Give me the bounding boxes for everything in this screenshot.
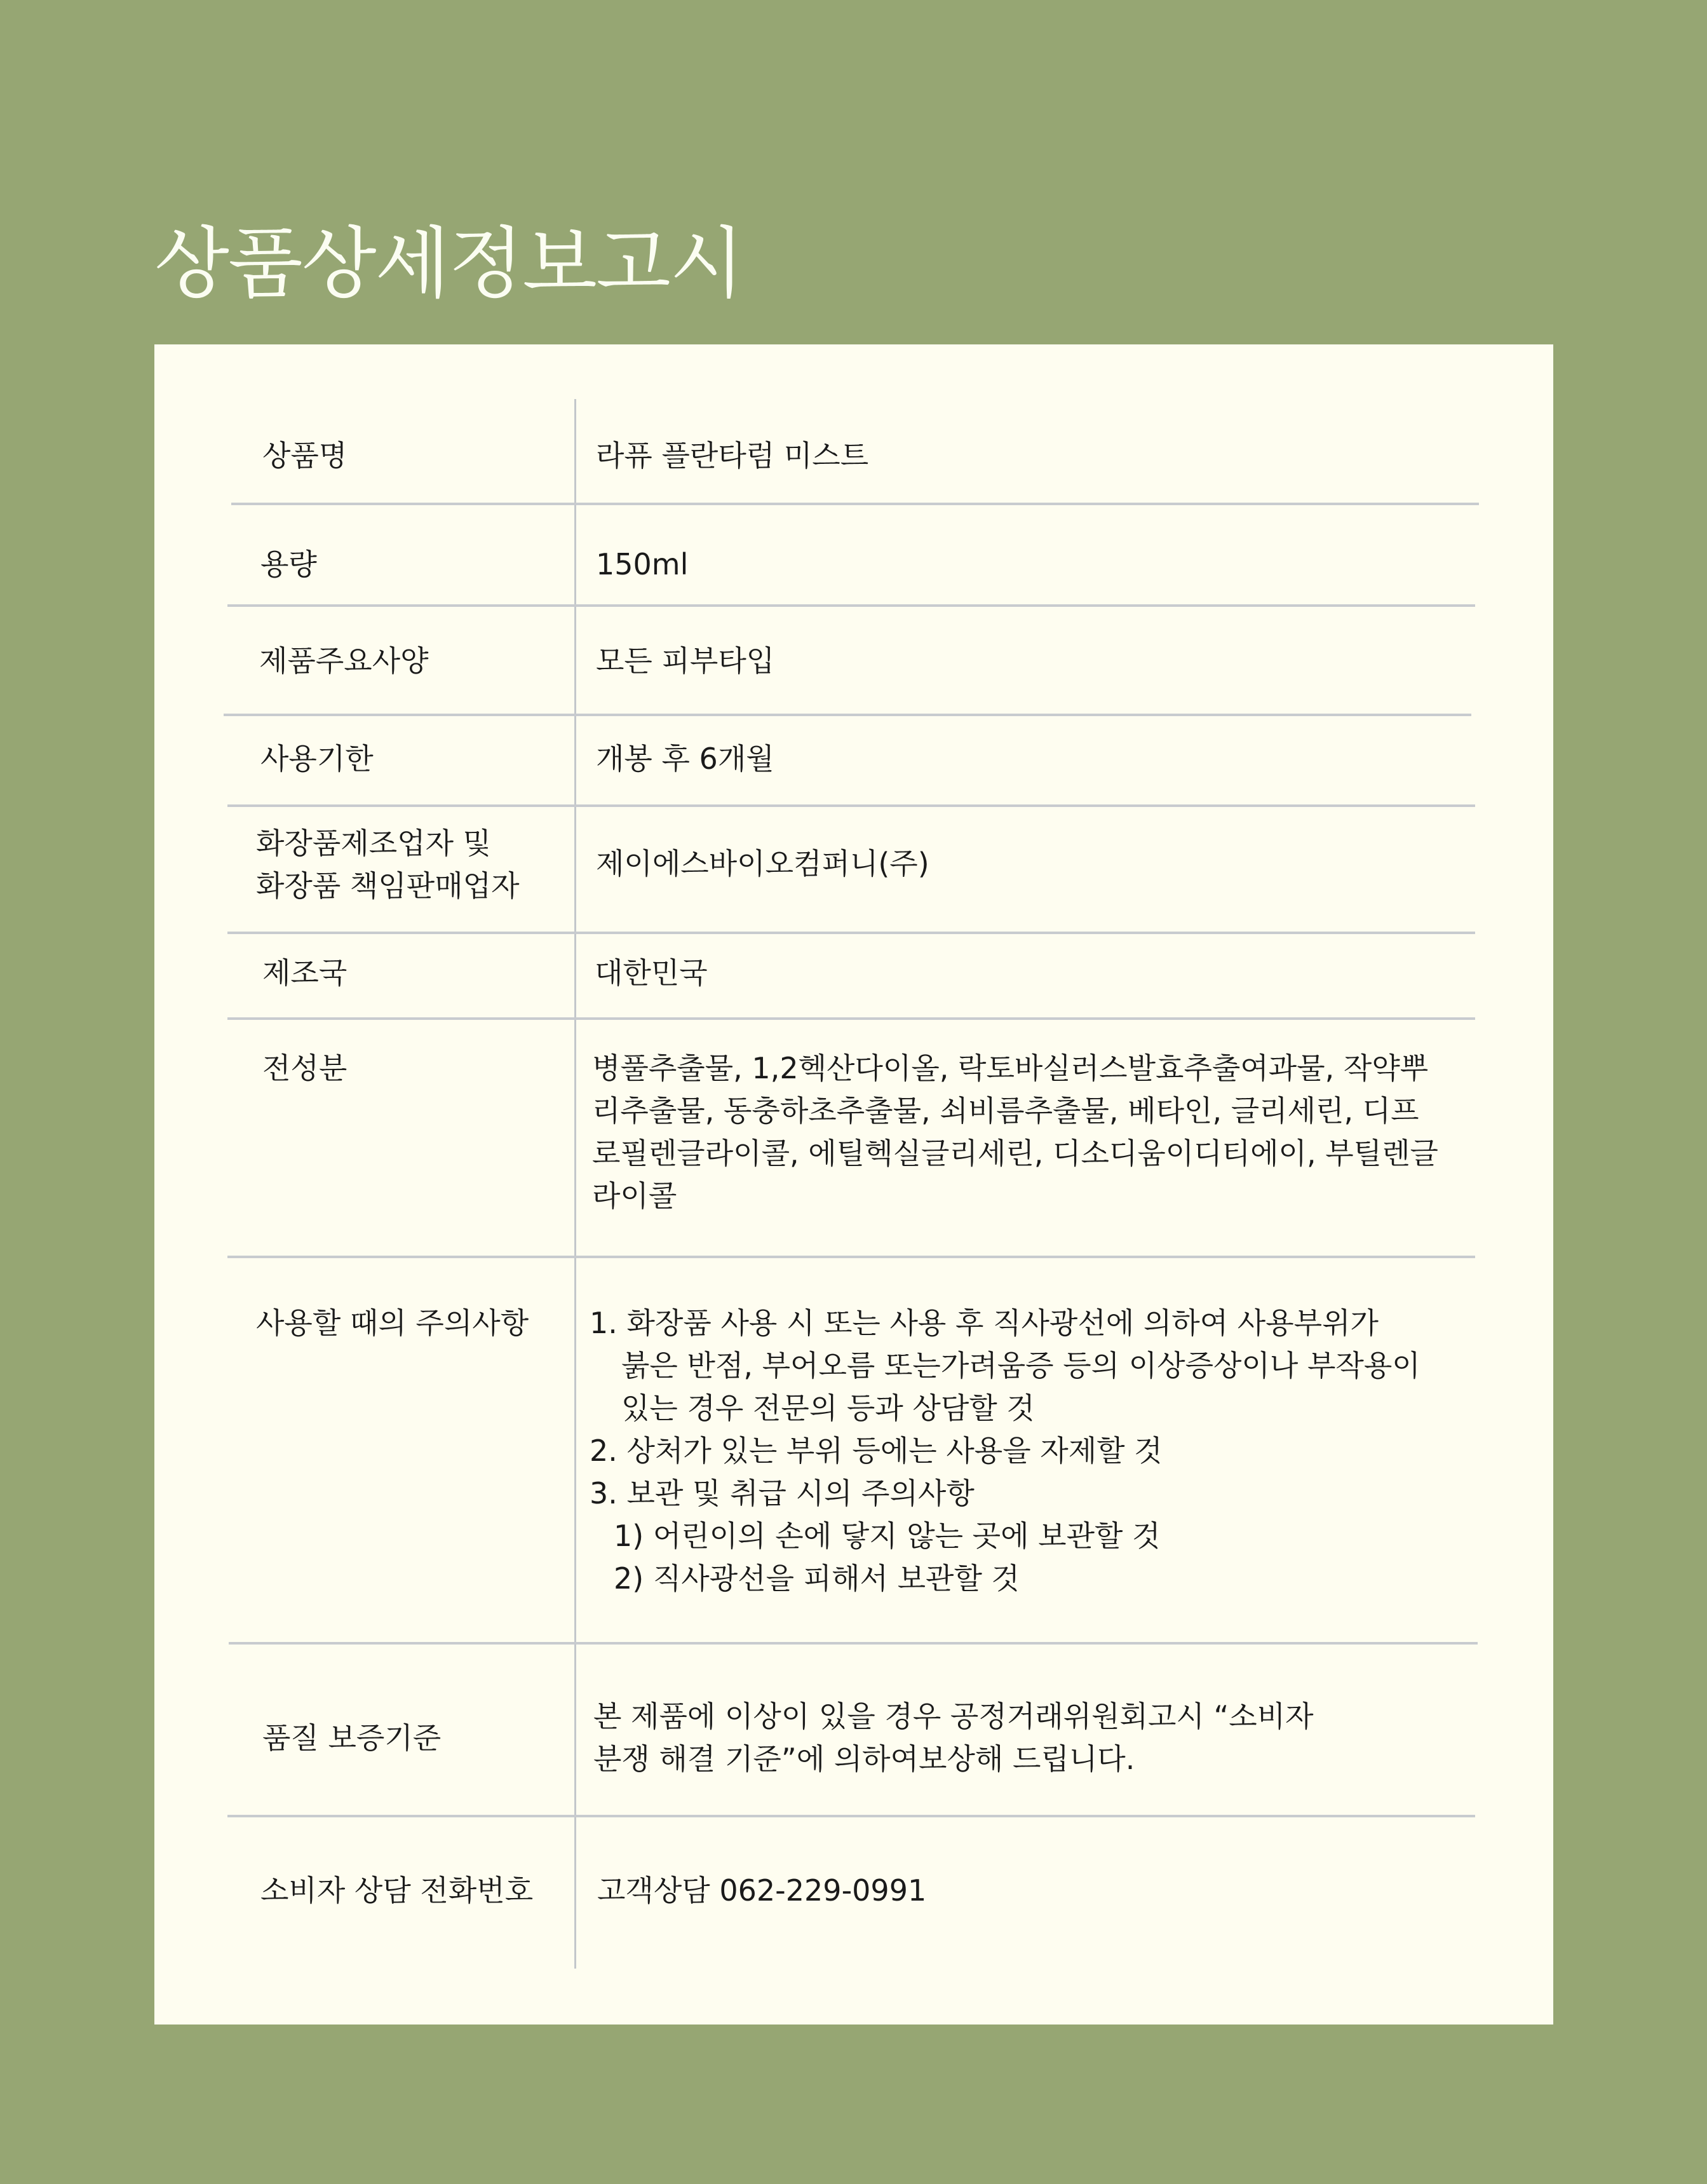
row-divider bbox=[227, 1815, 1475, 1817]
row-divider bbox=[227, 804, 1475, 807]
label-line: 소비자 상담 전화번호 bbox=[260, 1873, 534, 1908]
label-line: 제품주요사양 bbox=[259, 644, 429, 678]
row-value-cautions bbox=[590, 1302, 1420, 1600]
row-label-main-spec bbox=[259, 640, 429, 682]
label-line: 용량 bbox=[260, 547, 317, 581]
row-value-quality-guarantee bbox=[593, 1695, 1314, 1780]
row-divider bbox=[229, 1642, 1478, 1645]
caution-item: 3. 보관 및 취급 시의 주의사항 bbox=[590, 1476, 975, 1510]
caution-item: 1. 화장품 사용 시 또는 사용 후 직사광선에 의하여 사용부위가 bbox=[590, 1306, 1379, 1340]
value-line: 150ml bbox=[596, 547, 689, 581]
value-line: 라퓨 플란타럼 미스트 bbox=[596, 438, 869, 473]
value-line: 본 제품에 이상이 있을 경우 공정거래위원회고시 “소비자 bbox=[593, 1699, 1314, 1733]
caution-item-continued: 붉은 반점, 부어오름 또는가려움증 등의 이상증상이나 부작용이 bbox=[621, 1348, 1420, 1383]
row-value-product-name bbox=[596, 435, 868, 477]
row-value-expiry bbox=[596, 738, 774, 780]
row-divider bbox=[227, 1256, 1475, 1258]
row-divider bbox=[227, 1017, 1475, 1020]
label-line: 전성분 bbox=[262, 1051, 347, 1085]
row-label-ingredients bbox=[262, 1047, 347, 1090]
row-label-cautions bbox=[256, 1302, 529, 1345]
caution-subitem: 1) 어린이의 손에 닿지 않는 곳에 보관할 것 bbox=[614, 1519, 1161, 1553]
value-line: 병풀추출물, 1,2헥산다이올, 락토바실러스발효추출여과물, 작약뿌 bbox=[592, 1051, 1429, 1085]
row-divider bbox=[231, 503, 1479, 505]
row-label-product-name bbox=[262, 435, 347, 477]
row-divider bbox=[227, 604, 1475, 607]
caution-subitem: 2) 직사광선을 피해서 보관할 것 bbox=[614, 1561, 1020, 1596]
caution-item-continued: 있는 경우 전문의 등과 상담할 것 bbox=[621, 1391, 1035, 1425]
value-line: 로필렌글라이콜, 에틸헥실글리세린, 디소디움이디티에이, 부틸렌글 bbox=[592, 1136, 1438, 1170]
row-label-consumer-hotline bbox=[260, 1869, 533, 1912]
row-value-main-spec bbox=[596, 640, 774, 682]
row-value-consumer-hotline bbox=[597, 1869, 926, 1912]
value-line: 개봉 후 6개월 bbox=[596, 742, 774, 776]
label-line: 제조국 bbox=[262, 956, 347, 990]
row-label-expiry bbox=[260, 738, 374, 780]
value-line: 라이콜 bbox=[592, 1179, 677, 1213]
value-line: 고객상담 062-229-0991 bbox=[597, 1873, 927, 1908]
row-label-quality-guarantee bbox=[262, 1717, 441, 1760]
row-divider bbox=[224, 714, 1471, 716]
row-divider bbox=[227, 932, 1475, 934]
row-label-manufacturer bbox=[256, 822, 520, 907]
value-line: 대한민국 bbox=[595, 956, 708, 990]
row-value-ingredients bbox=[592, 1047, 1438, 1217]
caution-item: 2. 상처가 있는 부위 등에는 사용을 자제할 것 bbox=[590, 1434, 1163, 1468]
value-line: 제이에스바이오컴퍼니(주) bbox=[596, 846, 929, 881]
label-line: 화장품제조업자 및 bbox=[256, 826, 492, 860]
label-line: 상품명 bbox=[262, 438, 347, 473]
row-label-country bbox=[262, 952, 347, 994]
label-line: 사용할 때의 주의사항 bbox=[256, 1306, 529, 1340]
label-line: 사용기한 bbox=[260, 742, 374, 776]
row-value-country bbox=[595, 952, 708, 994]
row-value-manufacturer bbox=[596, 843, 929, 885]
row-label-volume bbox=[260, 543, 317, 586]
column-divider bbox=[574, 399, 576, 1969]
row-value-volume bbox=[596, 543, 688, 586]
value-line: 분쟁 해결 기준”에 의하여보상해 드립니다. bbox=[593, 1742, 1135, 1776]
label-line: 품질 보증기준 bbox=[262, 1721, 442, 1755]
value-line: 리추출물, 동충하초추출물, 쇠비름추출물, 베타인, 글리세린, 디프 bbox=[592, 1094, 1419, 1128]
page-title: 상품상세정보고시 bbox=[154, 219, 743, 309]
value-line: 모든 피부타입 bbox=[596, 644, 775, 678]
label-line: 화장품 책임판매업자 bbox=[256, 869, 520, 903]
